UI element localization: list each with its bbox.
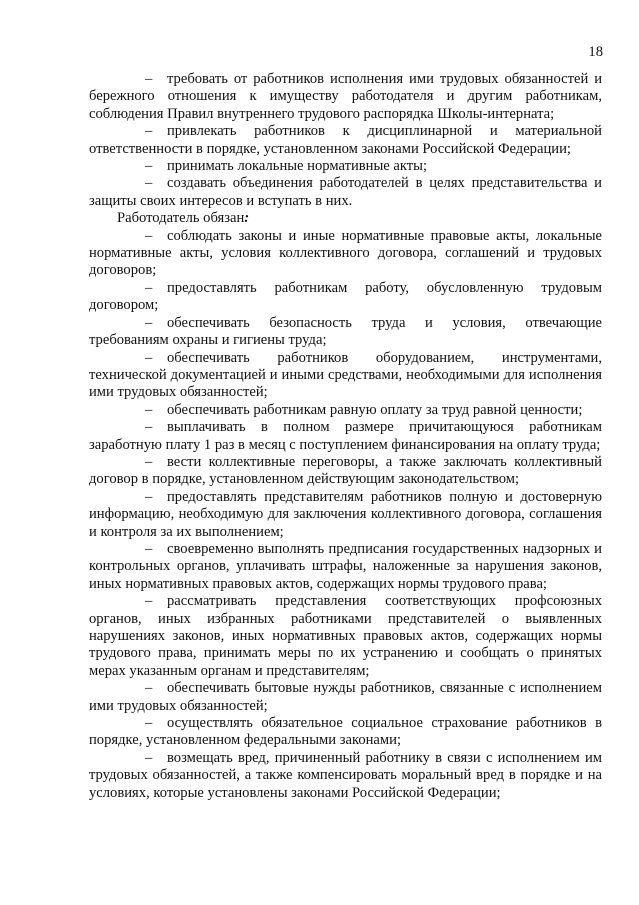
- list-item: [89, 71, 602, 123]
- list-item: [89, 402, 602, 419]
- list-item-text: возмещать вред, причиненный работнику в связи с исполнением им трудовых обязанностей, а также компенсировать моральный вред в порядке и на условиях, которые установлены законами Российской Федерации;: [89, 749, 602, 801]
- list-item-text: предоставлять работникам работу, обусловленную трудовым договором;: [89, 279, 602, 314]
- list-item-text: выплачивать в полном размере причитающуюся работникам заработную плату 1 раз в месяц с поступлением финансирования на оплату труда;: [89, 419, 602, 453]
- dash-bullet: –: [145, 349, 153, 366]
- dash-bullet: –: [145, 175, 153, 192]
- list-item-text: обеспечивать работникам равную оплату за труд равной ценности;: [167, 401, 583, 418]
- section-lead-colon: :: [244, 210, 250, 227]
- dash-bullet: –: [145, 540, 153, 557]
- dash-bullet: –: [145, 401, 153, 418]
- list-item-text: обеспечивать безопасность труда и условия, отвечающие требованиям охраны и гигиены труда;: [89, 314, 602, 349]
- list-item: [89, 715, 602, 750]
- list-item-text: рассматривать представления соответствующих профсоюзных органов, иных избранных работниками представителей о выявленных нарушениях законов, иных нормативных правовых актов, содержащих нормы трудового права, принимать меры по их устранению и сообщать о принятых мерах указанным органам и представителям;: [89, 593, 602, 679]
- list-item: [89, 280, 602, 315]
- list-item-text: соблюдать законы и иные нормативные правовые акты, локальные нормативные акты, условия коллективного договора, соглашений и трудовых договоров;: [89, 227, 602, 279]
- dash-bullet: –: [145, 453, 153, 470]
- list-item: [89, 489, 602, 541]
- list-item: [89, 228, 602, 280]
- list-item-text: обеспечивать бытовые нужды работников, связанные с исполнением ими трудовых обязанностей;: [89, 680, 602, 714]
- list-item: [89, 454, 602, 489]
- list-item: [89, 175, 602, 210]
- dash-bullet: –: [145, 314, 153, 331]
- page-number: 18: [588, 44, 603, 60]
- dash-bullet: –: [145, 715, 153, 732]
- dash-bullet: –: [145, 71, 153, 87]
- document-body: [89, 71, 602, 802]
- list-item: [89, 123, 602, 158]
- dash-bullet: –: [145, 749, 153, 766]
- list-item-text: вести коллективные переговоры, а также заключать коллективный договор в порядке, установленном действующим законодательством;: [89, 453, 602, 488]
- dash-bullet: –: [145, 158, 153, 175]
- dash-bullet: –: [145, 488, 153, 505]
- dash-bullet: –: [145, 593, 153, 610]
- section-lead-text: Работодатель обязан: [117, 210, 245, 227]
- list-item-text: своевременно выполнять предписания государственных надзорных и контрольных органов, уплачивать штрафы, наложенные за нарушения законов, иных нормативных правовых актов, содержащих нормы трудового права;: [89, 540, 602, 592]
- dash-bullet: –: [145, 419, 153, 436]
- list-item: [89, 593, 602, 680]
- list-item: [89, 350, 602, 402]
- list-item-text: привлекать работников к дисциплинарной и материальной ответственности в порядке, установленном законами Российской Федерации;: [89, 123, 602, 157]
- list-item-text: предоставлять представителям работников полную и достоверную информацию, необходимую для заключения коллективного договора, соглашения и контроля за их выполнением;: [89, 488, 602, 540]
- list-item-text: обеспечивать работников оборудованием, инструментами, технической документацией и иными средствами, необходимыми для исполнения ими трудовых обязанностей;: [89, 349, 602, 401]
- list-item: [89, 680, 602, 715]
- list-item-text: принимать локальные нормативные акты;: [167, 158, 428, 175]
- dash-bullet: –: [145, 279, 153, 296]
- dash-bullet: –: [145, 227, 153, 244]
- list-item: [89, 158, 602, 175]
- list-item: [89, 419, 602, 454]
- dash-bullet: –: [145, 680, 153, 697]
- list-item-text: осуществлять обязательное социальное страхование работников в порядке, установленном федеральными законами;: [89, 715, 602, 749]
- section-lead: [89, 210, 602, 227]
- list-item: [89, 315, 602, 350]
- list-item: [89, 750, 602, 802]
- list-item: [89, 541, 602, 593]
- list-item-text: требовать от работников исполнения ими трудовых обязанностей и бережного отношения к имуществу работодателя и другим работникам, соблюдения Правил внутреннего трудового распорядка Школы-интерната;: [89, 71, 602, 122]
- list-item-text: создавать объединения работодателей в целях представительства и защиты своих интересов и вступать в них.: [89, 175, 602, 209]
- dash-bullet: –: [145, 123, 153, 140]
